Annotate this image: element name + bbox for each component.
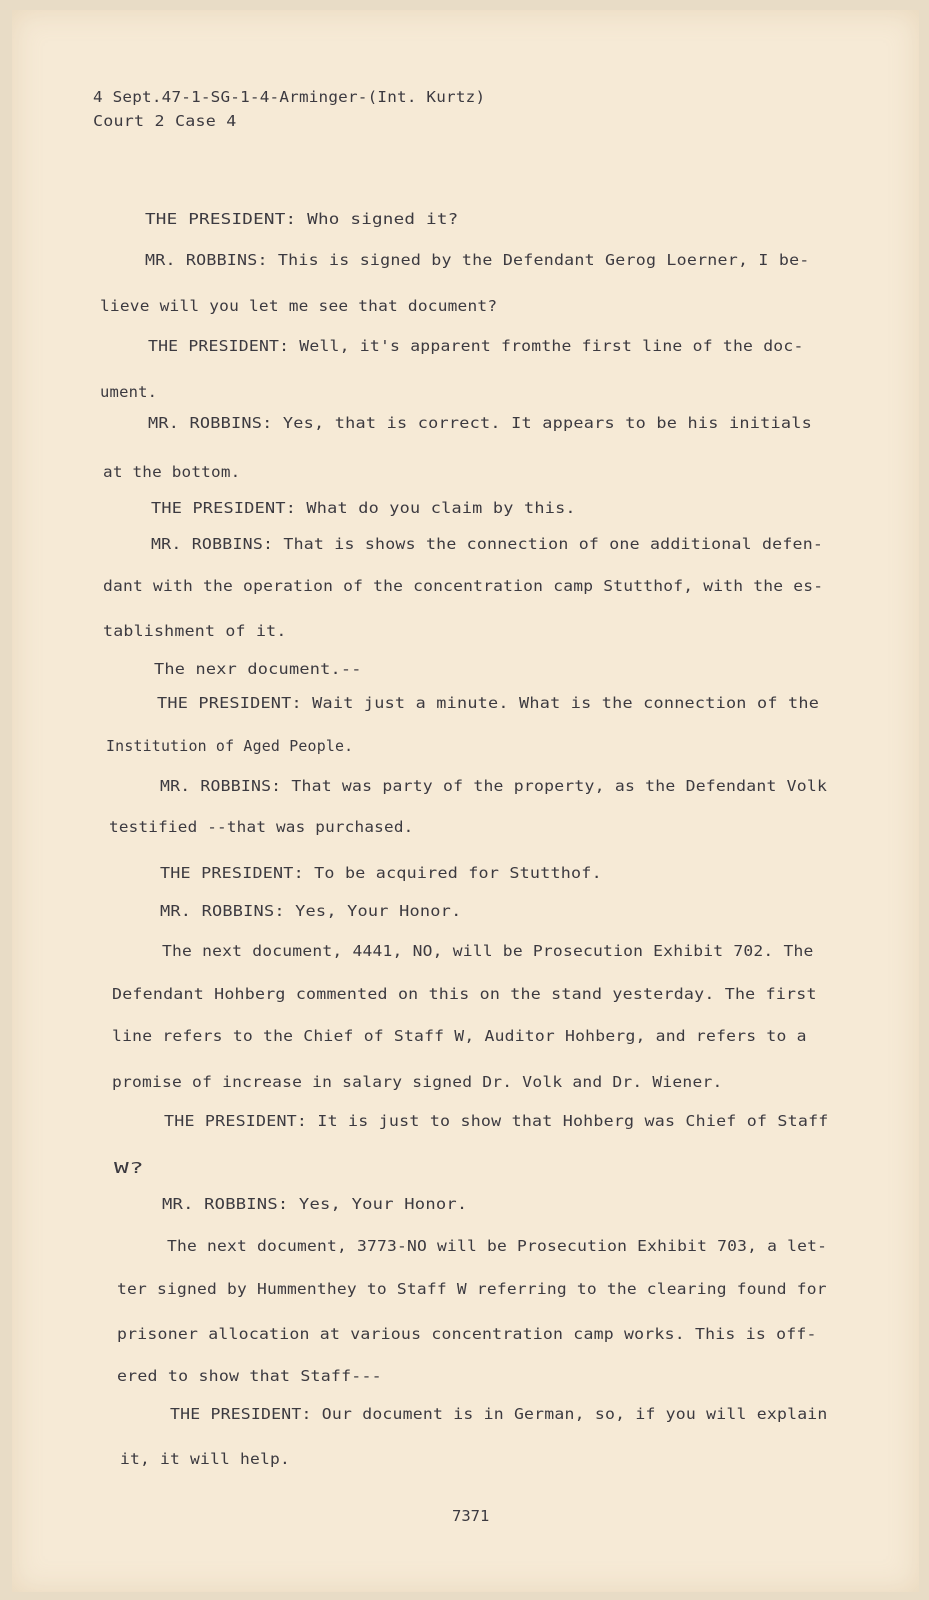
document-page <box>12 10 919 1592</box>
transcript-line: MR. ROBBINS: Yes, Your Honor. <box>162 1195 468 1213</box>
transcript-line: dant with the operation of the concentration camp Stutthof, with the es- <box>103 577 824 595</box>
transcript-line: Defendant Hohberg commented on this on the stand yesterday. The first <box>112 985 817 1003</box>
transcript-line: The nexr document.-- <box>154 660 362 678</box>
transcript-line: THE PRESIDENT: Wait just a minute. What is the connection of the <box>157 694 820 712</box>
page-number: 7371 <box>452 1507 490 1525</box>
transcript-line: W? <box>114 1159 145 1177</box>
transcript-line: THE PRESIDENT: It is just to show that Hohberg was Chief of Staff <box>164 1112 829 1130</box>
transcript-line: ered to show that Staff--- <box>117 1367 382 1385</box>
transcript-line: tablishment of it. <box>103 622 287 640</box>
transcript-line: MR. ROBBINS: That was party of the property, as the Defendant Volk <box>160 777 828 795</box>
transcript-line: THE PRESIDENT: What do you claim by this. <box>151 499 576 517</box>
transcript-line: ter signed by Hummenthey to Staff W referring to the clearing found for <box>117 1280 827 1298</box>
transcript-line: line refers to the Chief of Staff W, Auditor Hohberg, and refers to a <box>112 1027 807 1045</box>
transcript-line: THE PRESIDENT: To be acquired for Stutthof. <box>160 864 602 882</box>
transcript-line: at the bottom. <box>103 463 241 481</box>
transcript-line: promise of increase in salary signed Dr. Volk and Dr. Wiener. <box>112 1073 723 1091</box>
transcript-line: MR. ROBBINS: That is shows the connection of one additional defen- <box>151 535 824 553</box>
transcript-line: lieve will you let me see that document? <box>100 297 498 315</box>
transcript-line: MR. ROBBINS: This is signed by the Defendant Gerog Loerner, I be- <box>145 251 810 269</box>
transcript-line: MR. ROBBINS: Yes, that is correct. It appears to be his initials <box>148 414 813 432</box>
header-line-1: 4 Sept.47-1-SG-1-4-Arminger-(Int. Kurtz) <box>93 88 486 106</box>
transcript-line: THE PRESIDENT: Who signed it? <box>145 210 459 228</box>
transcript-line: ument. <box>100 383 158 401</box>
transcript-line: Institution of Aged People. <box>106 737 354 755</box>
transcript-line: THE PRESIDENT: Our document is in German, so, if you will explain <box>170 1405 828 1423</box>
transcript-line: MR. ROBBINS: Yes, Your Honor. <box>160 902 462 920</box>
transcript-line: The next document, 4441, NO, will be Prosecution Exhibit 702. The <box>162 942 814 960</box>
header-line-2: Court 2 Case 4 <box>93 112 237 130</box>
transcript-line: testified --that was purchased. <box>109 818 414 836</box>
transcript-line: prisoner allocation at various concentration camp works. This is off- <box>117 1325 817 1343</box>
transcript-line: THE PRESIDENT: Well, it's apparent fromthe first line of the doc- <box>148 337 804 355</box>
transcript-line: it, it will help. <box>120 1450 291 1468</box>
transcript-line: The next document, 3773-NO will be Prosecution Exhibit 703, a let- <box>167 1237 828 1255</box>
